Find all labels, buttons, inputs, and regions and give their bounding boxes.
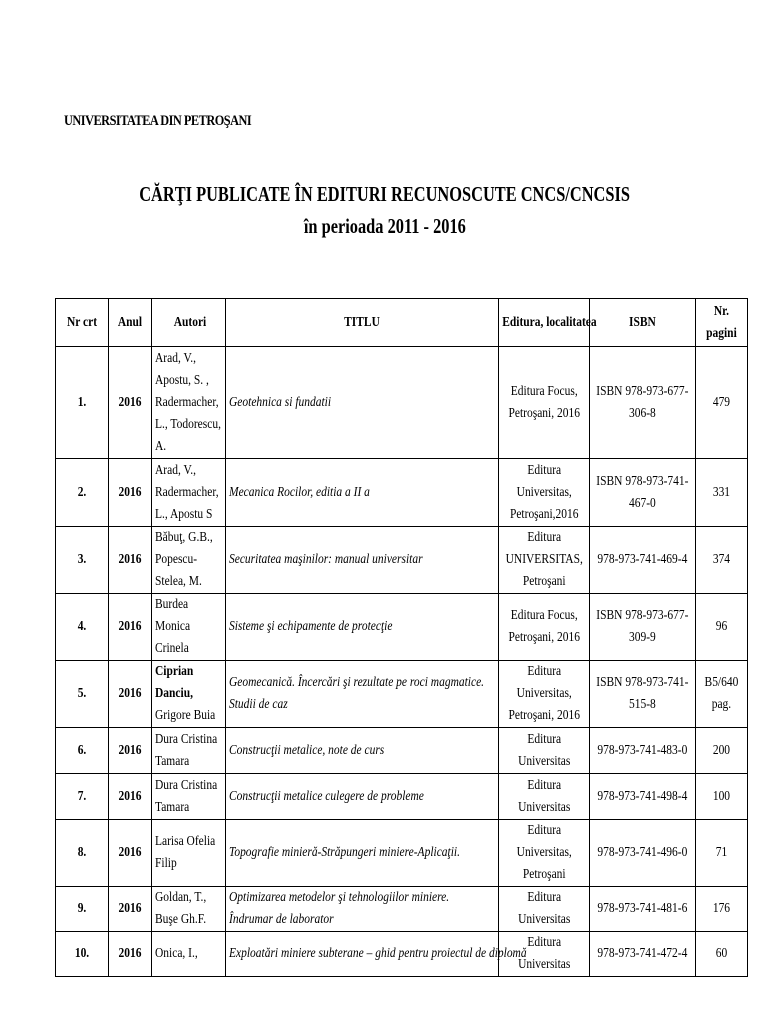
- row-authors: [152, 728, 226, 774]
- university-name: UNIVERSITATEA DIN PETROŞANI: [64, 113, 252, 129]
- row-authors: [152, 594, 226, 661]
- row-number: 7.: [56, 774, 109, 820]
- row-pages: 331: [696, 459, 748, 527]
- row-title: Sisteme şi echipamente de protecţie: [226, 594, 499, 661]
- row-publisher: Editura Focus, Petroşani, 2016: [499, 347, 590, 459]
- column-header-nr: Nr crt: [56, 299, 109, 347]
- column-header-authors: Autori: [152, 299, 226, 347]
- author-name: Băbuţ, G.B., Popescu-Stelea, M.: [155, 530, 213, 589]
- row-number: 8.: [56, 820, 109, 887]
- row-year: 2016: [109, 661, 152, 728]
- column-header-isbn: ISBN: [590, 299, 696, 347]
- row-year: 2016: [109, 820, 152, 887]
- author-name: Burdea Monica Crinela: [155, 597, 191, 656]
- row-title: Exploatări miniere subterane – ghid pentru proiectul de diplomă: [226, 932, 499, 977]
- row-title: Construcţii metalice, note de curs: [226, 728, 499, 774]
- row-year: 2016: [109, 527, 152, 594]
- row-pages: 60: [696, 932, 748, 977]
- row-title: Optimizarea metodelor şi tehnologiilor miniere. Îndrumar de laborator: [226, 887, 499, 932]
- row-year: 2016: [109, 347, 152, 459]
- row-pages: 374: [696, 527, 748, 594]
- row-isbn: ISBN 978-973-677-309-9: [590, 594, 696, 661]
- author-name: Onica, I.,: [155, 946, 198, 961]
- row-authors: [152, 887, 226, 932]
- row-publisher: Editura UNIVERSITAS, Petroşani: [499, 527, 590, 594]
- table-row: [56, 459, 748, 527]
- row-publisher: Editura Universitas, Petroşani, 2016: [499, 661, 590, 728]
- row-publisher: Editura Universitas: [499, 887, 590, 932]
- table-row: [56, 347, 748, 459]
- row-publisher: Editura Universitas, Petroşani: [499, 820, 590, 887]
- row-title: Securitatea maşinilor: manual universitar: [226, 527, 499, 594]
- row-pages: 200: [696, 728, 748, 774]
- row-publisher: Editura Universitas: [499, 728, 590, 774]
- row-title: Geomecanică. Încercări şi rezultate pe roci magmatice. Studii de caz: [226, 661, 499, 728]
- table-row: [56, 594, 748, 661]
- row-isbn: ISBN 978-973-677-306-8: [590, 347, 696, 459]
- row-number: 6.: [56, 728, 109, 774]
- row-pages: 100: [696, 774, 748, 820]
- row-number: 1.: [56, 347, 109, 459]
- row-isbn: 978-973-741-469-4: [590, 527, 696, 594]
- row-pages: 71: [696, 820, 748, 887]
- table-row: [56, 820, 748, 887]
- table-row: [56, 932, 748, 977]
- row-number: 9.: [56, 887, 109, 932]
- row-isbn: ISBN 978-973-741-467-0: [590, 459, 696, 527]
- row-pages: 479: [696, 347, 748, 459]
- row-isbn: 978-973-741-498-4: [590, 774, 696, 820]
- author-name-bold: Ciprian Danciu,: [155, 664, 194, 701]
- row-number: 3.: [56, 527, 109, 594]
- table-row: [56, 728, 748, 774]
- author-name: Dura Cristina Tamara: [155, 731, 218, 769]
- row-authors: [152, 820, 226, 887]
- author-name: Arad, V., Radermacher, L., Apostu S: [155, 462, 219, 522]
- row-isbn: 978-973-741-483-0: [590, 728, 696, 774]
- document-title: CĂRŢI PUBLICATE ÎN EDITURI RECUNOSCUTE CNCS/CNCSIS: [139, 182, 631, 206]
- author-name: Grigore Buia: [155, 708, 216, 723]
- row-title: Topografie minieră-Străpungeri miniere-Aplicaţii.: [226, 820, 499, 887]
- publications-table: [55, 298, 748, 977]
- row-pages: B5/640 pag.: [696, 661, 748, 728]
- table-row: [56, 774, 748, 820]
- row-authors: [152, 661, 226, 728]
- row-year: 2016: [109, 932, 152, 977]
- table-header-row: [56, 299, 748, 347]
- row-number: 4.: [56, 594, 109, 661]
- row-pages: 176: [696, 887, 748, 932]
- row-year: 2016: [109, 594, 152, 661]
- author-name: Dura Cristina Tamara: [155, 777, 218, 815]
- row-number: 2.: [56, 459, 109, 527]
- author-name: Larisa Ofelia Filip: [155, 834, 216, 871]
- row-year: 2016: [109, 728, 152, 774]
- author-name: Goldan, T., Buşe Gh.F.: [155, 890, 207, 927]
- row-authors: [152, 459, 226, 527]
- row-publisher: Editura Universitas, Petroşani,2016: [499, 459, 590, 527]
- row-year: 2016: [109, 887, 152, 932]
- row-isbn: 978-973-741-496-0: [590, 820, 696, 887]
- row-isbn: ISBN 978-973-741-515-8: [590, 661, 696, 728]
- table-row: [56, 661, 748, 728]
- column-header-publisher: Editura, localitatea: [499, 299, 590, 347]
- row-authors: [152, 932, 226, 977]
- row-year: 2016: [109, 774, 152, 820]
- row-isbn: 978-973-741-481-6: [590, 887, 696, 932]
- row-authors: [152, 527, 226, 594]
- row-title: Geotehnica si fundatii: [226, 347, 499, 459]
- row-pages: 96: [696, 594, 748, 661]
- column-header-year: Anul: [109, 299, 152, 347]
- table-row: [56, 887, 748, 932]
- row-number: 5.: [56, 661, 109, 728]
- row-publisher: Editura Universitas: [499, 932, 590, 977]
- row-publisher: Editura Focus, Petroşani, 2016: [499, 594, 590, 661]
- row-year: 2016: [109, 459, 152, 527]
- row-authors: [152, 347, 226, 459]
- document-subtitle: în perioada 2011 - 2016: [304, 214, 466, 238]
- row-number: 10.: [56, 932, 109, 977]
- row-title: Construcţii metalice culegere de probleme: [226, 774, 499, 820]
- row-authors: [152, 774, 226, 820]
- column-header-pages: Nr. pagini: [696, 299, 748, 347]
- row-isbn: 978-973-741-472-4: [590, 932, 696, 977]
- row-publisher: Editura Universitas: [499, 774, 590, 820]
- table-row: [56, 527, 748, 594]
- row-title: Mecanica Rocilor, editia a II a: [226, 459, 499, 527]
- column-header-title: TITLU: [226, 299, 499, 347]
- author-name: Arad, V., Apostu, S. , Radermacher, L., Todorescu, A.: [155, 350, 221, 454]
